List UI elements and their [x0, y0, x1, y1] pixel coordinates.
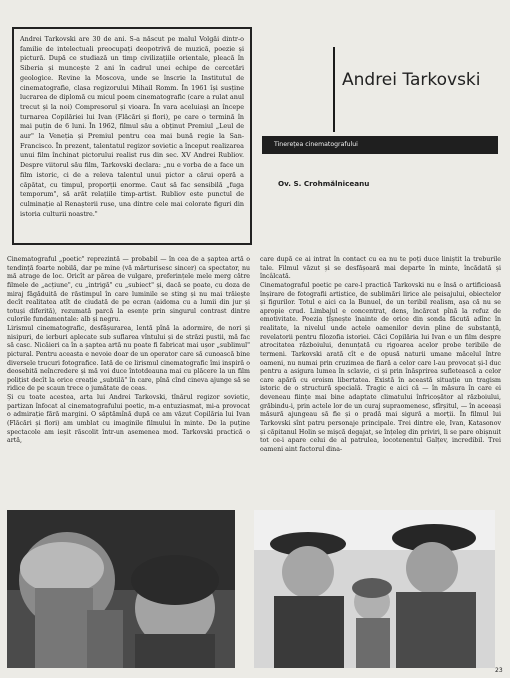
article-subtitle: Tinerețea cinematografului	[274, 141, 358, 148]
article-subtitle-bar	[262, 136, 498, 154]
body-paragraph: Cinematograful „poetic" reprezintă — probabil — în cea de a șaptea artă o tendință foarte nobilă, dar pe mine (vă mărturisesc sincer) ca spectator, nu mă atrage de loc. Oricît ar părea de vulgare, preferințele mele merg către filmele de „acțiune", cu „intrigă" cu „subiect" și, dacă se poate, cu doza de miraj făgăduită de răstimpul în care luminile se sting și nu mai trăiește decît realitatea atît de ciudată de pe ecran (aidoma cu a lumii din jur și totuși diferită), rezumată parcă la esențe prin singurul contrast dintre culorile fundamentale: alb și negru.	[7, 256, 250, 324]
body-paragraph: Lirismul cinematografic, desfășurarea, lentă pînă la adormire, de nori și nisipuri, de ierburi aplecate sub suflarea vîntului și de străzi pustii, mă fac să casc. Nicăieri ca în a șaptea artă nu poate fi fabricat mai ușor „sublimul" pictural. Pentru aceasta e nevoie doar de un operator care să cunoască bine diversele trucuri fotografice. Iată de ce lirismul cinematografic îmi inspiră o deosebită neîncredere și mă voi duce întotdeauna mai cu plăcere la un film polițist decît la orice creație „subtilă" în care, pînă cînd cineva ajunge să se ridice de pe scaun trece o jumătate de ceas.	[7, 325, 250, 393]
film-still-left-image	[7, 510, 235, 668]
article-author: Ov. S. Crohmălniceanu	[278, 179, 370, 188]
film-still-right-image	[254, 510, 495, 668]
body-paragraph: Cinematograful poetic pe care-l practică Tarkovski nu e însă o artificioasă înșirare de fotografii artistice, de sublimări lirice ale peisajului, obiectelor și figurilor. Totul e aici ca la Bunuel, de un teribil realism, așa că nu se apropie crud. Limbajul e concentrat, dens, încărcat pînă la refuz de emotivitate. Poezia țîșnește înainte de orice din sonda făcută adînc în realitate, la nivelul unde actele oamenilor devin pline de substanță, revelatorii pentru filozofia istoriei. Căci Copilăria lui Ivan e un film despre atrocitatea războiului, denunțată cu rigoarea acelor probe teribile de termeni. Tarkovski arată cît e de opusă naturii umane măcelul între oameni, nu numai prin cruzimea de fiară a celor care l-au provocat și-l duc pentru a asigura lumea în sclavie, ci și prin înăsprirea sufletească a celor care apără cu eroism libertatea. Există în această situație un tragism istoric de o structură specială. Tragic e aici că — în măsura în care ei deveneau ființe mai bine adaptate climatului înfricoșător al războiului, grăbindu-i, prin actele lor de un curaj supraomenesc, sfîrșitul, — în aceeași măsură ajungeau să fie și o pradă mai sigură a morții. În filmul lui Tarkovski sînt patru personaje principale. Trei dintre ele, Ivan, Katasonov și căpitanul Holin se mișcă degajat, se înțeleg din priviri, li se pare obișnuit tot ce-i apare celui de al patrulea, locotenentul Galțev, incredibil. Trei oameni aint factorul dina-	[260, 281, 501, 453]
article-title: Andrei Tarkovski	[342, 70, 481, 90]
film-still-left	[7, 510, 235, 668]
body-column-right	[260, 256, 501, 454]
intro-box	[12, 27, 252, 245]
body-column-left	[7, 256, 250, 446]
intro-paragraph: Andrei Tarkovski are 30 de ani. S-a născut pe malul Volgăi dintr-o familie de intelectuali preocupați deopotrivă de muzică, poezie și pictură. După ce studiază un timp civilizațiile orientale, pleacă în Siberia și muncește 2 ani în cadrul unei echipe de cercetări geologice. Revine la Moscova, unde se înscrie la Institutul de cinematografie, clasa regizorului Mihail Romm. În 1961 își susține lucrarea de diplomă cu micul poem cinematografic (care a rulat anul trecut și la noi) Compresorul și vioara. În vara aceluiași an începe turnarea Copilăriei lui Ivan (Flăcări și flori), pe care o termină în mai puțin de 6 luni. În 1962, filmul său a obținut Premiul „Leul de aur" la Veneția și Premiul pentru cea mai bună regie la San-Francisco. În prezent, talentatul regizor sovietic a început realizarea unui film închinat pictorului realist rus din sec. XV Andrei Rubliov. Despre viitorul său film, Tarkovski declara: „nu e vorba de a face un film istoric, ci de a releva talentul unui pictor a cărui operă a căpătat, cu timpul, proporții enorme. Caut să fac sensibilă „fuga temporum", să arăt relațiile timp-artist. Rubliov este punctul de culminație al Renașterii ruse, una dintre cele mai colorate figuri din istoria culturii noastre."	[20, 35, 244, 218]
body-paragraph: care după ce ai intrat în contact cu ea nu te poți duce liniștit la treburile tale. Filmul văzut și se desfășoară mai departe în minte, încădată și încâlcată.	[260, 256, 501, 281]
film-still-right	[254, 510, 495, 668]
title-vertical-rule	[333, 47, 335, 132]
page-number: 23	[495, 667, 503, 674]
body-paragraph: Și cu toate acestea, arta lui Andrei Tarkovski, tînărul regizor sovietic, partizan înfocat al cinematografului poetic, m-a entuziasmat, mi-a provocat o admirație fără margini. O săptămînă după ce am văzut Copilăria lui Ivan (Flăcări și flori) am umblat cu imaginile filmului în minte. De la puține spectacole am ieșit răscolit într-un asemenea mod. Tarkovski practică o artă,	[7, 394, 250, 445]
